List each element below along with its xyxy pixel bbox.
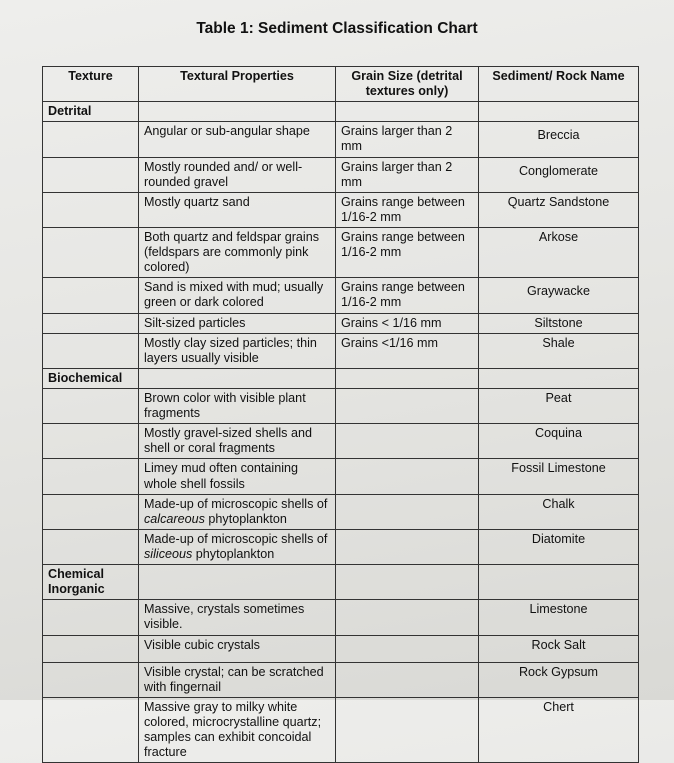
rock-name-cell: Chalk (479, 494, 639, 529)
table-row (43, 313, 639, 333)
rock-name: Graywacke (527, 284, 590, 299)
category-biochemical: Biochemical (43, 368, 139, 388)
table-row (43, 635, 639, 662)
rock-name: Conglomerate (518, 163, 599, 178)
rock-name-cell: Siltstone (479, 313, 639, 333)
table-row (43, 192, 639, 227)
header-grain-size: Grain Size (detrital textures only) (336, 67, 479, 102)
rock-name-cell: Chert (479, 697, 639, 762)
properties-text: phytoplankton (192, 546, 275, 561)
properties-cell: Visible cubic crystals (139, 635, 336, 662)
rock-name-cell: Limestone (479, 600, 639, 635)
header-properties: Textural Properties (139, 67, 336, 102)
grain-size-cell (336, 697, 479, 762)
properties-emphasis: calcareous (144, 511, 205, 526)
properties-cell: Mostly quartz sand (139, 192, 336, 227)
properties-cell: Brown color with visible plant fragments (139, 388, 336, 423)
properties-cell: Both quartz and feldspar grains (feldspars are commonly pink colored) (139, 227, 336, 277)
grain-size-cell: Grains < 1/16 mm (336, 313, 479, 333)
properties-cell (139, 494, 336, 529)
table-title: Table 1: Sediment Classification Chart (196, 20, 478, 37)
table-row (43, 227, 639, 277)
properties-cell: Visible crystal; can be scratched with fingernail (139, 662, 336, 697)
rock-name-cell: Peat (479, 388, 639, 423)
category-detrital: Detrital (43, 102, 139, 122)
grain-size-cell: Grains range between 1/16-2 mm (336, 192, 479, 227)
table-row (43, 494, 639, 529)
rock-name-cell (479, 278, 639, 313)
sediment-classification-table (42, 66, 639, 763)
rock-name-cell: Quartz Sandstone (479, 192, 639, 227)
table-row (43, 122, 639, 157)
grain-size-cell: Grains range between 1/16-2 mm (336, 278, 479, 313)
grain-size-cell: Grains larger than 2 mm (336, 122, 479, 157)
rock-name-cell: Rock Gypsum (479, 662, 639, 697)
grain-size-cell (336, 600, 479, 635)
grain-size-cell: Grains larger than 2 mm (336, 157, 479, 192)
properties-cell: Mostly rounded and/ or well-rounded gravel (139, 157, 336, 192)
properties-cell: Mostly clay sized particles; thin layers usually visible (139, 333, 336, 368)
properties-cell: Sand is mixed with mud; usually green or dark colored (139, 278, 336, 313)
rock-name-cell (479, 122, 639, 157)
properties-cell: Mostly gravel-sized shells and shell or coral fragments (139, 424, 336, 459)
header-texture: Texture (43, 67, 139, 102)
table-row (43, 662, 639, 697)
grain-size-cell (336, 662, 479, 697)
grain-size-cell (336, 424, 479, 459)
grain-size-cell: Grains range between 1/16-2 mm (336, 227, 479, 277)
rock-name-cell: Coquina (479, 424, 639, 459)
table-row (43, 697, 639, 762)
properties-cell (139, 529, 336, 564)
category-row-biochemical (43, 368, 639, 388)
rock-name-cell: Diatomite (479, 529, 639, 564)
properties-cell: Silt-sized particles (139, 313, 336, 333)
properties-cell: Massive gray to milky white colored, microcrystalline quartz; samples can exhibit concoidal fracture (139, 697, 336, 762)
table-row (43, 388, 639, 423)
grain-size-cell (336, 529, 479, 564)
table-row (43, 333, 639, 368)
header-name: Sediment/ Rock Name (479, 67, 639, 102)
category-row-detrital (43, 102, 639, 122)
properties-cell: Massive, crystals sometimes visible. (139, 600, 336, 635)
rock-name-cell: Shale (479, 333, 639, 368)
properties-cell: Angular or sub-angular shape (139, 122, 336, 157)
properties-text: phytoplankton (204, 511, 287, 526)
table-row (43, 157, 639, 192)
rock-name: Breccia (537, 128, 580, 143)
properties-text: Made-up of microscopic shells of (144, 496, 328, 511)
grain-size-cell (336, 388, 479, 423)
rock-name-cell: Fossil Limestone (479, 459, 639, 494)
table-row (43, 600, 639, 635)
properties-text: Made-up of microscopic shells of (144, 531, 328, 546)
table-row (43, 278, 639, 313)
grain-size-cell (336, 635, 479, 662)
grain-size-cell (336, 494, 479, 529)
header-row (43, 67, 639, 102)
category-chemical: Chemical Inorganic (43, 565, 139, 600)
rock-name-cell (479, 157, 639, 192)
properties-emphasis: siliceous (144, 546, 193, 561)
rock-name-cell: Rock Salt (479, 635, 639, 662)
properties-cell: Limey mud often containing whole shell fossils (139, 459, 336, 494)
table-row (43, 529, 639, 564)
grain-size-cell: Grains <1/16 mm (336, 333, 479, 368)
table-row (43, 424, 639, 459)
rock-name-cell: Arkose (479, 227, 639, 277)
grain-size-cell (336, 459, 479, 494)
table-row (43, 459, 639, 494)
category-row-chemical (43, 565, 639, 600)
